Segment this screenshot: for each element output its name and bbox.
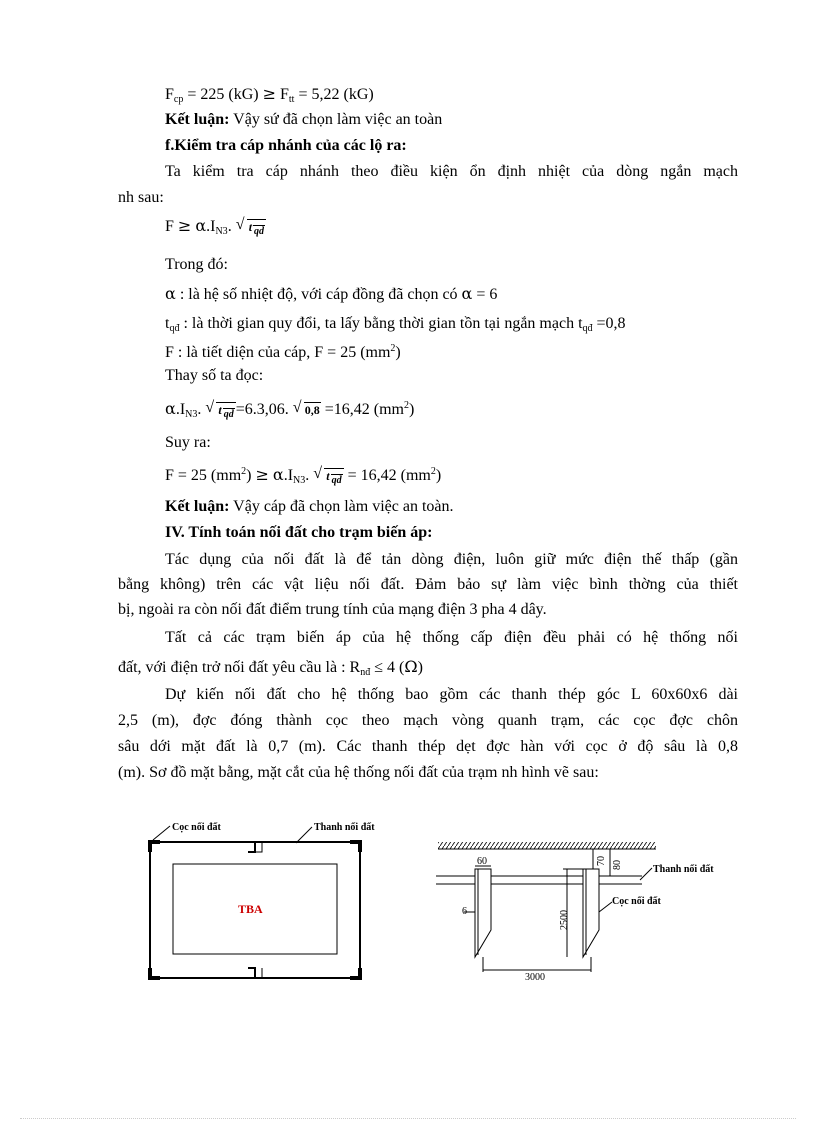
- omega-symbol: Ω: [404, 657, 418, 676]
- text: 2: [404, 400, 409, 411]
- text: t: [165, 315, 170, 332]
- text: Vậy cáp đã chọn làm việc an toàn.: [229, 498, 454, 515]
- dim-70: 70: [596, 856, 607, 866]
- tba-label: TBA: [238, 902, 263, 916]
- mid-stake: [255, 842, 262, 852]
- text: .I: [206, 218, 216, 235]
- thay-so: Thay số ta đọc:: [165, 367, 264, 384]
- thanh-noi-dat-label-right: Thanh nối đất: [653, 864, 714, 875]
- alpha-symbol: α: [165, 399, 176, 418]
- text: qd: [331, 475, 342, 486]
- coc-noi-dat-label-right: Cọc nối đất: [612, 896, 661, 907]
- text: F: [276, 86, 289, 103]
- text: cp: [173, 94, 184, 105]
- text: ): [409, 401, 415, 418]
- dim-3000: 3000: [525, 972, 545, 983]
- leader-line: [640, 868, 652, 880]
- label: Kết luận:: [165, 111, 230, 128]
- text: ): [246, 467, 256, 484]
- p2-line3: bị, ngoài ra còn nối đất điểm trung tính của mạng điện 3 pha 4 dây.: [118, 601, 547, 618]
- text: 0,8: [304, 403, 320, 417]
- text: F : là tiết diện của cáp, F = 25 (mm: [165, 344, 391, 361]
- text: ): [395, 344, 401, 361]
- section-view: [436, 842, 714, 983]
- text: t: [248, 220, 253, 234]
- text: .I: [283, 467, 294, 484]
- geq-symbol: ≥: [177, 216, 192, 235]
- dim-60: 60: [477, 856, 487, 867]
- p3-line1: Tất cả các trạm biến áp của hệ thống cấp điện đều phải có hệ thống nối: [165, 629, 738, 646]
- text: Vậy sứ đã chọn làm việc an toàn: [229, 111, 443, 128]
- text: N3: [293, 475, 306, 486]
- para1-line1: Ta kiểm tra cáp nhánh theo điều kiện ổn định nhiệt của dòng ngắn mạch: [165, 163, 738, 180]
- leader-line: [296, 827, 312, 843]
- para1-line2: nh sau:: [118, 189, 164, 206]
- text: .: [197, 401, 202, 418]
- text: 2: [241, 466, 247, 477]
- plan-view: [150, 822, 375, 978]
- text: = 6: [472, 286, 498, 303]
- text: : là hệ số nhiệt độ, với cáp đồng đã chọn có: [175, 286, 462, 303]
- dim-2500: 2500: [559, 910, 570, 930]
- p4-line3: sâu dới mặt đất là 0,7 (m). Các thanh thép dẹt đợc hàn với cọc ở độ sâu là 0,8: [118, 738, 738, 755]
- p4-line4: (m). Sơ đồ mặt bằng, mặt cắt của hệ thống nối đất của trạm nh hình vẽ sau:: [118, 764, 599, 781]
- text: = 16,42 (mm: [343, 467, 431, 484]
- text: đất, với điện trở nối đất yêu cầu là : R: [118, 659, 361, 676]
- text: ): [435, 467, 442, 484]
- alpha-symbol: α: [165, 284, 176, 303]
- text: qđ: [582, 323, 593, 334]
- right-stake: [583, 869, 599, 957]
- trong-do: Trong đó:: [165, 256, 228, 273]
- text: =16,42 (mm: [320, 401, 404, 418]
- left-stake: [475, 869, 491, 957]
- text: .I: [175, 401, 186, 418]
- text: F = 25 (mm: [165, 467, 242, 484]
- suy-ra: Suy ra:: [165, 434, 211, 451]
- text: tt: [288, 94, 295, 105]
- text: F: [165, 86, 174, 103]
- p4-line2: 2,5 (m), đợc đóng thành cọc theo mạch vòng quanh trạm, các cọc đợc chôn: [118, 712, 738, 729]
- text: 2: [390, 343, 396, 354]
- corner-stake: [150, 842, 160, 852]
- text: .: [305, 467, 310, 484]
- text: = 225 (kG): [183, 86, 263, 103]
- text: qđ: [169, 323, 180, 334]
- alpha-symbol: α: [195, 216, 207, 235]
- mid-stake: [248, 842, 255, 852]
- coc-noi-dat-label-left: Cọc nối đất: [172, 822, 221, 833]
- page-bottom-rule: [20, 1118, 796, 1119]
- heading-f: f.Kiểm tra cáp nhánh của các lộ ra:: [165, 137, 407, 154]
- mid-stake: [248, 968, 255, 978]
- text: 2: [430, 466, 436, 477]
- ground-hatch: [438, 842, 656, 849]
- corner-stake: [150, 968, 160, 978]
- text: qd: [223, 409, 234, 420]
- text: =0,8: [592, 315, 626, 332]
- text: : là thời gian quy đổi, ta lấy bằng thời gian tồn tại ngắn mạch t: [179, 315, 583, 332]
- text: nđ: [360, 667, 371, 678]
- leader-line: [599, 902, 612, 912]
- dim-6: 6: [462, 906, 467, 917]
- leader-line: [153, 826, 170, 840]
- alpha-symbol: α: [461, 284, 473, 303]
- text: =6.3,06.: [235, 401, 289, 418]
- corner-stake: [350, 842, 360, 852]
- thanh-noi-dat-label-left: Thanh nối đất: [314, 822, 375, 833]
- p2-line2: bằng không) trên các vật liệu nối đất. Đảm bảo sự làm việc bình thờng của thiết: [118, 576, 738, 593]
- dim-80: 80: [612, 860, 623, 870]
- text: ≤ 4 (: [370, 659, 405, 676]
- text: = 5,22 (kG): [294, 86, 374, 103]
- heading-iv: IV. Tính toán nối đất cho trạm biến áp:: [165, 524, 433, 541]
- text: t: [218, 403, 222, 417]
- p4-line1: Dự kiến nối đất cho hệ thống bao gồm các thanh thép góc L 60x60x6 dài: [165, 686, 738, 703]
- text: qd: [254, 226, 265, 237]
- p2-line1: Tác dụng của nối đất là để tản dòng điện, luôn giữ mức điện thế thấp (gần: [165, 551, 738, 568]
- geq-symbol: ≥: [262, 84, 276, 103]
- text: F: [165, 218, 178, 235]
- text: .: [227, 218, 232, 235]
- text: ): [417, 659, 423, 676]
- corner-stake: [350, 968, 360, 978]
- text: N3: [215, 226, 228, 237]
- text: N3: [185, 409, 198, 420]
- alpha-symbol: α: [272, 465, 284, 484]
- text: t: [326, 469, 330, 483]
- label: Kết luận:: [165, 498, 230, 515]
- geq-symbol: ≥: [255, 465, 269, 484]
